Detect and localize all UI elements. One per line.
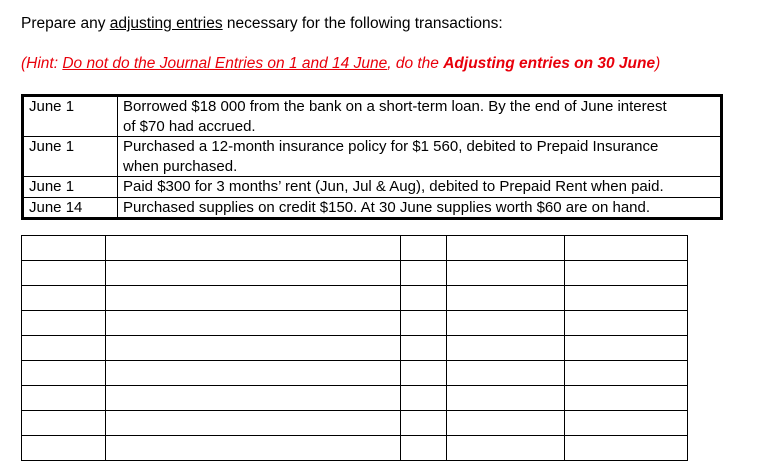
transaction-date: June 1	[23, 137, 118, 177]
journal-particulars-cell[interactable]	[106, 436, 401, 461]
journal-date-cell[interactable]	[22, 386, 106, 411]
journal-debit-cell[interactable]	[447, 361, 565, 386]
journal-ref-cell[interactable]	[401, 361, 447, 386]
transaction-row	[23, 137, 722, 177]
description-line-1: Purchased supplies on credit $150. At 30 June supplies worth $60 are on hand.	[123, 198, 651, 216]
journal-debit-cell[interactable]	[447, 436, 565, 461]
transaction-date: June 1	[23, 177, 118, 198]
journal-date-cell[interactable]	[22, 261, 106, 286]
journal-debit-cell[interactable]	[447, 286, 565, 311]
journal-particulars-cell[interactable]	[106, 386, 401, 411]
journal-row	[22, 436, 688, 461]
transaction-description	[118, 197, 722, 219]
journal-particulars-cell[interactable]	[106, 236, 401, 261]
transaction-description	[118, 96, 722, 137]
journal-row	[22, 386, 688, 411]
journal-ref-cell[interactable]	[401, 386, 447, 411]
transaction-row	[23, 197, 722, 219]
journal-particulars-cell[interactable]	[106, 411, 401, 436]
journal-ref-cell[interactable]	[401, 261, 447, 286]
journal-ref-cell[interactable]	[401, 411, 447, 436]
journal-credit-cell[interactable]	[565, 311, 688, 336]
hint-underlined: Do not do the Journal Entries on 1 and 14 June	[62, 55, 388, 72]
journal-row	[22, 236, 688, 261]
hint-bold: Adjusting entries on 30 June	[443, 55, 656, 72]
transaction-row	[23, 177, 722, 198]
journal-date-cell[interactable]	[22, 286, 106, 311]
journal-date-cell[interactable]	[22, 361, 106, 386]
journal-credit-cell[interactable]	[565, 411, 688, 436]
instruction-after: necessary for the following transactions:	[222, 15, 503, 32]
journal-debit-cell[interactable]	[447, 261, 565, 286]
journal-particulars-cell[interactable]	[106, 336, 401, 361]
journal-date-cell[interactable]	[22, 436, 106, 461]
journal-particulars-cell[interactable]	[106, 361, 401, 386]
journal-particulars-cell[interactable]	[106, 261, 401, 286]
journal-date-cell[interactable]	[22, 311, 106, 336]
instruction-text	[21, 15, 503, 33]
journal-credit-cell[interactable]	[565, 336, 688, 361]
journal-entry-table	[21, 235, 688, 461]
transaction-date: June 1	[23, 96, 118, 137]
journal-ref-cell[interactable]	[401, 336, 447, 361]
journal-credit-cell[interactable]	[565, 436, 688, 461]
transaction-description	[118, 177, 722, 198]
instruction-before: Prepare any	[21, 15, 110, 32]
hint-close: )	[655, 55, 661, 72]
description-line-1: Paid $300 for 3 months’ rent (Jun, Jul & Aug), debited to Prepaid Rent when paid.	[123, 178, 664, 195]
description-line-1: Borrowed $18 000 from the bank on a short-term loan. By the end of June interest	[123, 98, 667, 115]
journal-row	[22, 261, 688, 286]
journal-debit-cell[interactable]	[447, 311, 565, 336]
journal-row	[22, 286, 688, 311]
description-line-1: Purchased a 12-month insurance policy for $1 560, debited to Prepaid Insurance	[123, 138, 659, 155]
journal-particulars-cell[interactable]	[106, 286, 401, 311]
journal-ref-cell[interactable]	[401, 236, 447, 261]
journal-credit-cell[interactable]	[565, 361, 688, 386]
journal-credit-cell[interactable]	[565, 261, 688, 286]
journal-row	[22, 361, 688, 386]
transactions-table	[21, 94, 723, 220]
journal-debit-cell[interactable]	[447, 411, 565, 436]
description-line-2: when purchased.	[123, 157, 238, 175]
hint-open: (Hint:	[21, 55, 63, 72]
journal-particulars-cell[interactable]	[106, 311, 401, 336]
journal-debit-cell[interactable]	[447, 386, 565, 411]
journal-date-cell[interactable]	[22, 336, 106, 361]
journal-credit-cell[interactable]	[565, 386, 688, 411]
hint-text	[21, 55, 660, 73]
journal-debit-cell[interactable]	[447, 236, 565, 261]
journal-row	[22, 336, 688, 361]
journal-credit-cell[interactable]	[565, 236, 688, 261]
transaction-description	[118, 137, 722, 177]
journal-debit-cell[interactable]	[447, 336, 565, 361]
description-line-2: of $70 had accrued.	[123, 117, 256, 135]
journal-ref-cell[interactable]	[401, 286, 447, 311]
transaction-date: June 14	[23, 197, 118, 219]
journal-ref-cell[interactable]	[401, 436, 447, 461]
journal-credit-cell[interactable]	[565, 286, 688, 311]
journal-date-cell[interactable]	[22, 411, 106, 436]
journal-row	[22, 411, 688, 436]
journal-date-cell[interactable]	[22, 236, 106, 261]
transaction-row	[23, 96, 722, 137]
instruction-underlined: adjusting entries	[109, 15, 223, 32]
hint-middle: , do the	[387, 55, 444, 72]
journal-ref-cell[interactable]	[401, 311, 447, 336]
journal-row	[22, 311, 688, 336]
